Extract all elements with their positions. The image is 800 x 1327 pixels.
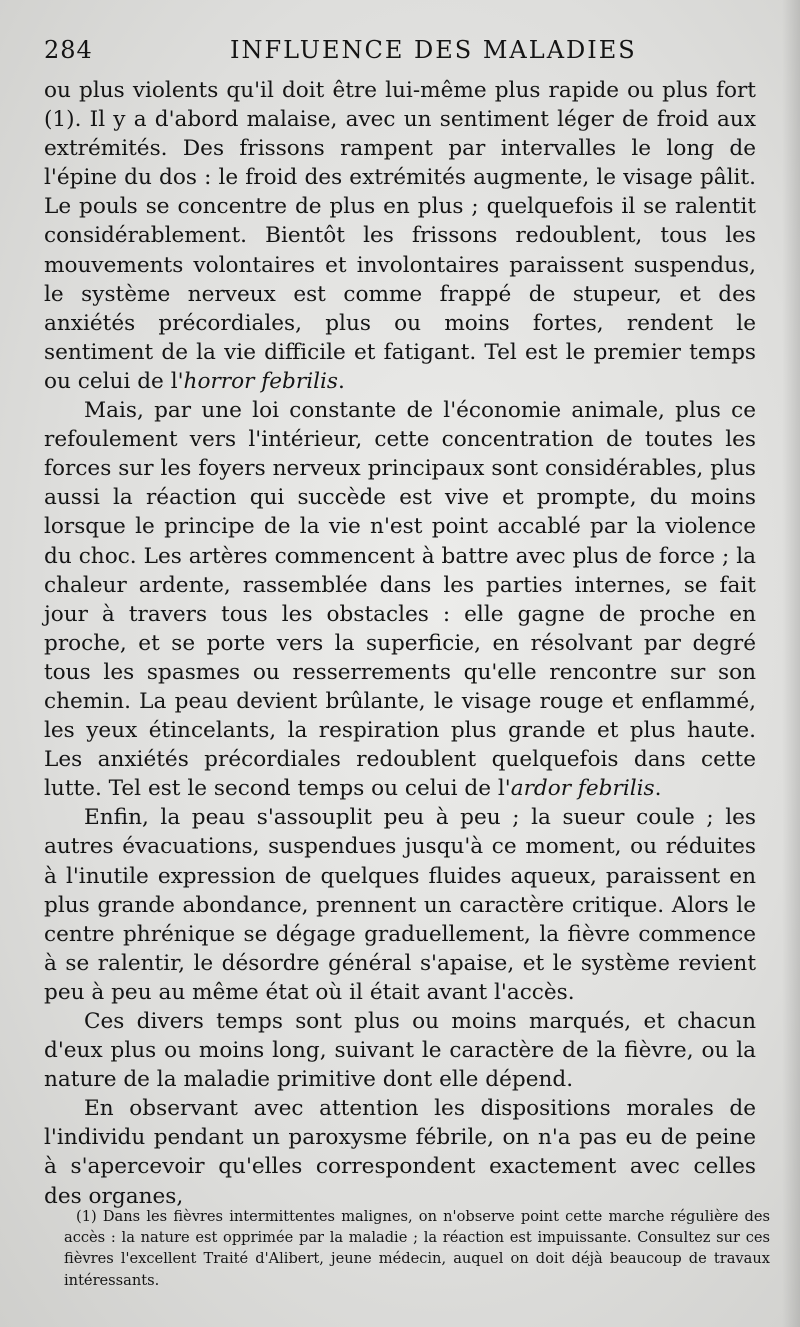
paragraph-1-text-end: . — [338, 368, 345, 394]
page-number: 284 — [44, 36, 93, 64]
footnote-1: (1) Dans les fièvres intermittentes malignes, on n'observe point cette marche régulière des accès : la nature est opprimée par la maladie ; la réaction est impuissante. Consultez sur ces fièvres l'excellent Traité d'Alibert, jeune médecin, auquel on doit déjà beaucoup de travaux intéressants. — [64, 1208, 770, 1289]
paragraph-4: Ces divers temps sont plus ou moins marqués, et chacun d'eux plus ou moins long, suivant le caractère de la fièvre, ou la nature de la maladie primitive dont elle dépend. — [44, 1009, 756, 1093]
paragraph-3: Enfin, la peau s'assouplit peu à peu ; la sueur coule ; les autres évacuations, suspendues jusqu'à ce moment, ou réduites à l'inutile expression de quelques fluides aqueux, paraissent en plus grande abondance, prennent un caractère critique. Alors le centre phrénique se dégage graduellement, la fièvre commence à se ralentir, le désordre général s'apaise, et le système revient peu à peu au même état où il était avant l'accès. — [44, 805, 756, 1005]
paragraph-5: En observant avec attention les dispositions morales de l'individu pendant un paroxysme fébrile, on n'a pas eu de peine à s'apercevoir qu'elles correspondent exactement avec celles des organes, — [44, 1096, 756, 1209]
paragraph-1-text-start: ou plus violents qu'il doit être lui-même plus rapide ou plus fort — [44, 78, 756, 103]
paragraph-2-text-end: . — [654, 776, 662, 802]
footnote-marker: (1) — [44, 107, 75, 133]
paragraph-2-text: Mais, par une loi constante de l'économie animale, plus ce refoulement vers l'intérieur, cette concentration de toutes les forces sur les foyers nerveux principaux sont considérables, plus aussi la réaction qui succède est vive et prompte, du moins lorsque le principe de la vie n'est point accablé par la violence du choc. Les artères commencent à battre avec plus de force ; la chaleur ardente, rassemblée dans les parties internes, se fait jour à travers tous les obstacles : elle gagne de proche en proche, et se porte vers la superficie, en résolvant par degré tous les spasmes ou resserrements qu'elle rencontre sur son chemin. La peau devient brûlante, le visage rouge et enflammé, les yeux étincelants, la respiration plus grande et plus haute. Les anxiétés précordiales redoublent quelquefois dans cette lutte. Tel est le second temps ou celui de l' — [44, 398, 756, 802]
page-header — [44, 36, 756, 76]
paragraph-1 — [44, 76, 756, 396]
footnotes — [64, 1206, 770, 1291]
body-text — [44, 76, 756, 1211]
paragraph-2 — [44, 396, 756, 803]
page-edge-shadow — [782, 0, 800, 1327]
running-title: INFLUENCE DES MALADIES — [230, 36, 637, 64]
paragraph-2-italic-term: ardor febrilis — [510, 776, 655, 802]
paragraph-1-italic-term: horror febrilis — [183, 368, 339, 394]
paragraph-1-text-rest: . Il y a d'abord malaise, avec un sentiment léger de froid aux extrémités. Des frissons rampent par intervalles le long de l'épine du dos : le froid des extrémités augmente, le visage pâlit. Le pouls se concentre de plus en plus ; quelquefois il se ralentit considérablement. Bientôt les frissons redoublent, tous les mouvements volontaires et involontaires paraissent suspendus, le système nerveux est comme frappé de stupeur, et des anxiétés précordiales, plus ou moins fortes, rendent le sentiment de la vie difficile et fatigant. Tel est le premier temps ou celui de l' — [44, 107, 756, 394]
